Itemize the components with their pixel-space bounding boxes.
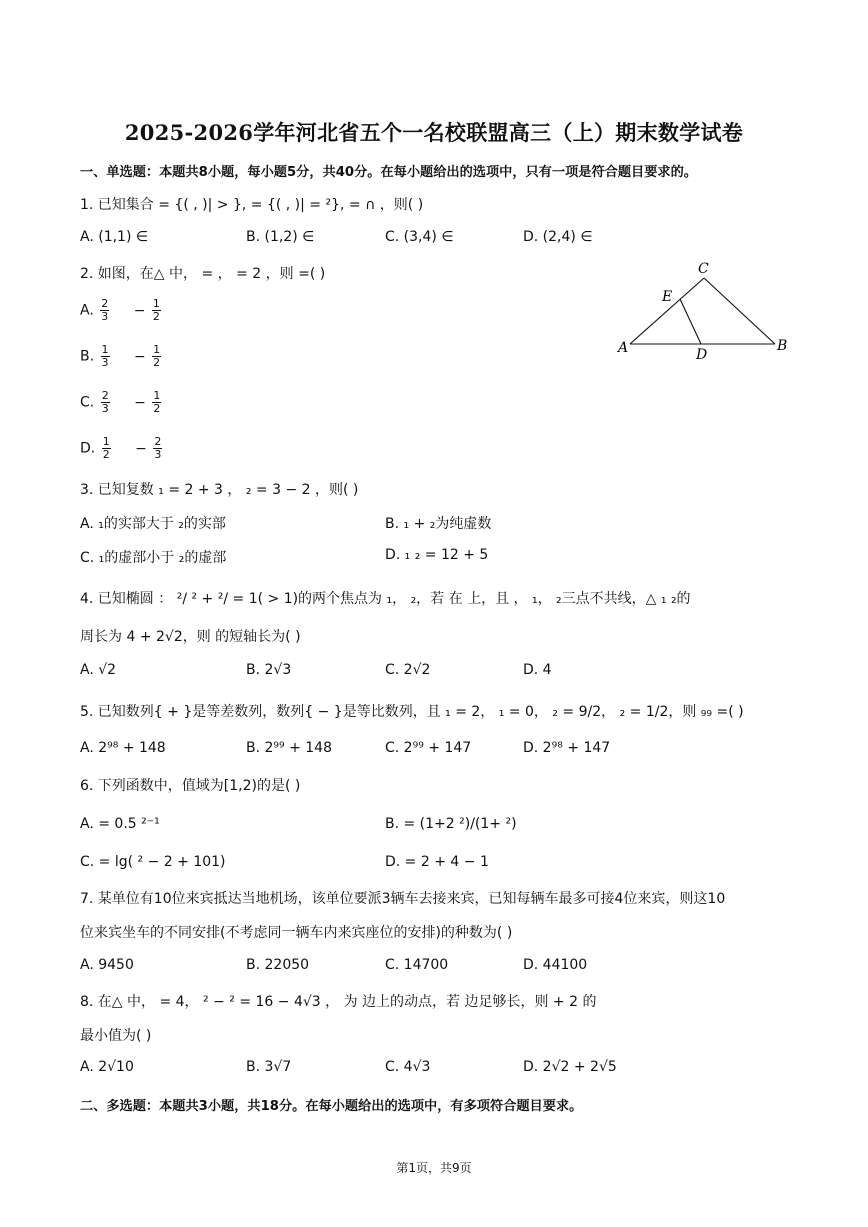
q5-option-c: C. 2⁹⁹ + 147 [385, 740, 472, 756]
q7-option-b: B. 22050 [246, 957, 310, 973]
q7-option-a: A. 9450 [80, 957, 134, 973]
question-7-stem-line-2: 位来宾坐车的不同安排(不考虑同一辆车内来宾座位的安排)的种数为( ) [80, 925, 513, 941]
segment-ac [630, 278, 704, 344]
q8-option-b: B. 3√7 [246, 1059, 292, 1075]
label-b: B [777, 338, 788, 354]
q3-option-d: D. ₁ ₂ = 12 + 5 [385, 547, 489, 563]
q2-option-b-minus: − [133, 348, 146, 365]
page-footer: 第1页，共9页 [396, 1161, 472, 1175]
q2-option-b-fraction-2: $\frac{1}{2}$ [153, 343, 161, 369]
q2-option-c-minus: − [134, 394, 146, 411]
q8-option-a: A. 2√10 [80, 1059, 134, 1075]
q4-option-c: C. 2√2 [385, 662, 431, 678]
q2-option-a-minus: − [133, 302, 146, 319]
q2-option-d-fraction-2: $\frac{2}{3}$ [154, 435, 162, 461]
q4-option-a: A. √2 [80, 662, 117, 678]
q8-option-d: D. 2√2 + 2√5 [523, 1059, 617, 1075]
q2-option-c-fraction-2: $\frac{1}{2}$ [153, 389, 161, 415]
q1-option-b: B. (1,2) ∈ [246, 229, 315, 245]
q4-option-b: B. 2√3 [246, 662, 292, 678]
q7-option-d: D. 44100 [523, 957, 588, 973]
q2-option-c-fraction-1: $\frac{2}{3}$ [101, 389, 109, 415]
question-8-stem-line-1: 8. 在△ 中， = 4， ² − ² = 16 − 4√3 ， 为 边上的动点，若 边足够长，则 + 2 的 [80, 994, 597, 1010]
q2-option-d-minus: − [135, 440, 147, 457]
q2-option-d [80, 436, 164, 461]
segment-ed [680, 299, 701, 344]
q2-option-d-label: D. [80, 440, 96, 457]
question-5-stem: 5. 已知数列{ + }是等差数列，数列{ − }是等比数列，且 ₁ = 2， ₁ = 0， ₂ = 9/2， ₂ = 1/2，则 ₉₉ =( ) [80, 704, 744, 720]
question-7-stem-line-1: 7. 某单位有10位来宾抵达当地机场，该单位要派3辆车去接来宾，已知每辆车最多可接4位来宾，则这10 [80, 891, 726, 907]
question-4-stem-line-2: 周长为 4 + 2√2，则 的短轴长为( ) [80, 629, 301, 645]
q2-option-a-fraction-2: $\frac{1}{2}$ [152, 297, 160, 323]
section-heading-multiple-choice: 二、多选题：本题共3小题，共18分。在每小题给出的选项中，有多项符合题目要求。 [80, 1099, 583, 1114]
q4-option-d: D. 4 [523, 662, 552, 678]
q2-option-b [80, 344, 163, 369]
question-4-stem-line-1: 4. 已知椭圆 ： ²/ ² + ²/ = 1( > 1)的两个焦点为 ₁， ₂，若 在 上，且 ， ₁， ₂三点不共线，△ ₁ ₂的 [80, 591, 691, 607]
q5-option-b: B. 2⁹⁹ + 148 [246, 740, 332, 756]
q3-option-c: C. ₁的虚部小于 ₂的虚部 [80, 550, 227, 566]
q2-option-a-label: A. [80, 302, 94, 319]
q2-option-c [80, 390, 163, 415]
q2-option-a-fraction-1: $\frac{2}{3}$ [101, 297, 109, 323]
label-c: C [698, 261, 709, 277]
q1-option-a: A. (1,1) ∈ [80, 229, 149, 245]
q6-option-d: D. = 2 + 4 − 1 [385, 854, 489, 870]
q1-option-c: C. (3,4) ∈ [385, 229, 454, 245]
q6-option-b: B. = (1+2 ²)/(1+ ²) [385, 816, 517, 832]
q2-option-d-fraction-1: $\frac{1}{2}$ [102, 435, 110, 461]
label-e: E [662, 289, 673, 305]
page-title: 2025-2026学年河北省五个一名校联盟高三（上）期末数学试卷 [124, 120, 744, 145]
segment-cb [704, 278, 775, 344]
question-3-stem: 3. 已知复数 ₁ = 2 + 3 ， ₂ = 3 − 2 ，则( ) [80, 482, 359, 498]
q3-option-b: B. ₁ + ₂为纯虚数 [385, 516, 492, 532]
q6-option-c: C. = lg( ² − 2 + 101) [80, 854, 226, 870]
label-a: A [618, 340, 629, 356]
triangle-figure [612, 258, 798, 364]
q2-option-b-fraction-1: $\frac{1}{3}$ [101, 343, 109, 369]
question-1-stem: 1. 已知集合 = {( , )| > }, = {( , )| = ²}, = ∩ ，则( ) [80, 197, 424, 213]
label-d: D [696, 347, 708, 363]
q5-option-d: D. 2⁹⁸ + 147 [523, 740, 611, 756]
q8-option-c: C. 4√3 [385, 1059, 431, 1075]
q2-option-c-label: C. [80, 394, 95, 411]
question-6-stem: 6. 下列函数中，值域为[1,2)的是( ) [80, 778, 301, 794]
q7-option-c: C. 14700 [385, 957, 449, 973]
q3-option-a: A. ₁的实部大于 ₂的实部 [80, 516, 226, 532]
question-2-stem: 2. 如图，在△ 中， = ， = 2 ，则 =( ) [80, 266, 326, 282]
q2-option-b-label: B. [80, 348, 95, 365]
q6-option-a: A. = 0.5 ²⁻¹ [80, 816, 160, 832]
question-8-stem-line-2: 最小值为( ) [80, 1028, 152, 1044]
section-heading-single-choice: 一、单选题：本题共8小题，每小题5分，共40分。在每小题给出的选项中，只有一项是符合题目要求的。 [80, 165, 697, 180]
q2-option-a [80, 298, 163, 323]
q1-option-d: D. (2,4) ∈ [523, 229, 593, 245]
q5-option-a: A. 2⁹⁸ + 148 [80, 740, 166, 756]
